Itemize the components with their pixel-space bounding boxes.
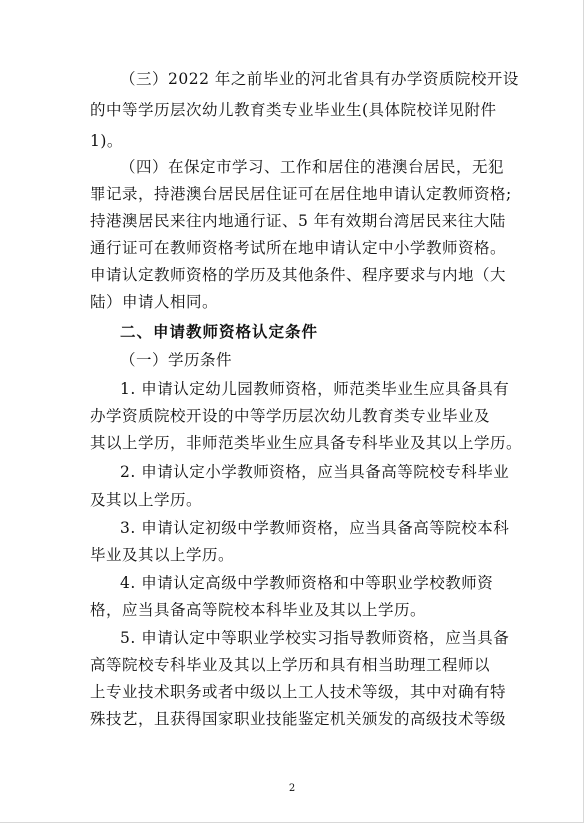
paragraph-line: （三）2022 年之前毕业的河北省具有办学资质院校开设 (120, 70, 519, 88)
paragraph-line: 2. 申请认定小学教师资格，应当具备高等院校专科毕业 (120, 463, 510, 481)
paragraph-line: （四）在保定市学习、工作和居住的港澳台居民，无犯 (120, 158, 505, 176)
paragraph-line: 陆）申请人相同。 (90, 293, 219, 311)
paragraph-line: 高等院校专科毕业及其以上学历和具有相当助理工程师以 (90, 656, 491, 674)
paragraph-line: 通行证可在教师资格考试所在地申请认定中小学教师资格。 (90, 239, 507, 257)
paragraph-line: 1)。 (90, 132, 123, 150)
paragraph-line: 毕业及其以上学历。 (90, 546, 235, 564)
paragraph-line: 4. 申请认定高级中学教师资格和中等职业学校教师资 (120, 574, 494, 592)
paragraph-line: 上专业技术职务或者中级以上工人技术等级，其中对确有特 (90, 683, 507, 701)
subsection-heading: （一）学历条件 (120, 351, 233, 369)
page-number: 2 (288, 783, 296, 794)
paragraph-line: 的中等学历层次幼儿教育类专业毕业生(具体院校详见附件 (90, 101, 497, 119)
paragraph-line: 其以上学历，非师范类毕业生应具备专科毕业及其以上学历。 (90, 434, 523, 452)
paragraph-line: 殊技艺，且获得国家职业技能鉴定机关颁发的高级技术等级 (90, 710, 507, 728)
paragraph-line: 申请认定教师资格的学历及其他条件、程序要求与内地（大 (90, 266, 507, 284)
paragraph-line: 5. 申请认定中等职业学校实习指导教师资格，应当具备 (120, 629, 510, 647)
paragraph-line: 及其以上学历。 (90, 491, 203, 509)
paragraph-line: 办学资质院校开设的中等学历层次幼儿教育类专业毕业及 (90, 407, 491, 425)
section-heading: 二、申请教师资格认定条件 (120, 323, 319, 341)
paragraph-line: 1. 申请认定幼儿园教师资格，师范类毕业生应具备具有 (120, 380, 510, 398)
paragraph-line: 持港澳居民来往内地通行证、5 年有效期台湾居民来往大陆 (90, 212, 506, 230)
paragraph-line: 3. 申请认定初级中学教师资格，应当具备高等院校本科 (120, 519, 510, 537)
paragraph-line: 罪记录，持港澳台居民居住证可在居住地申请认定教师资格; (90, 185, 512, 203)
paragraph-line: 格，应当具备高等院校本科毕业及其以上学历。 (90, 601, 427, 619)
